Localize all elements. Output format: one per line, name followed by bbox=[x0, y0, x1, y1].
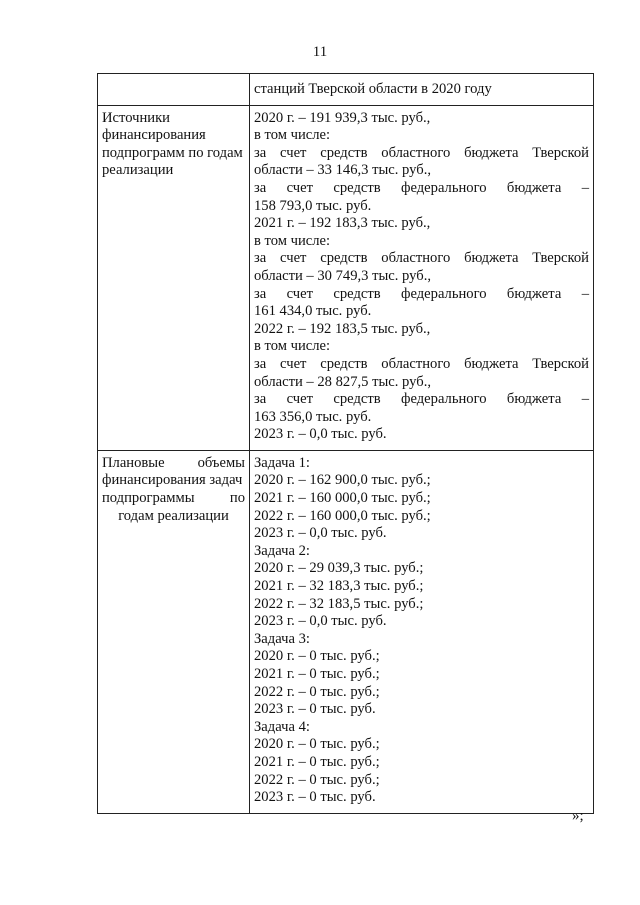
table-row bbox=[98, 450, 594, 813]
value-line: 2022 г. – 0 тыс. руб.; bbox=[254, 771, 380, 788]
value-line: 2021 г. – 0 тыс. руб.; bbox=[254, 753, 380, 770]
value-line: области – 30 749,3 тыс. руб., bbox=[254, 267, 431, 284]
label-line: подпрограммы по bbox=[102, 490, 245, 507]
table-row bbox=[98, 74, 594, 106]
value-line: 2023 г. – 0 тыс. руб. bbox=[254, 789, 376, 806]
value-line: 2020 г. – 0 тыс. руб.; bbox=[254, 648, 380, 665]
value-line: 2023 г. – 0,0 тыс. руб. bbox=[254, 426, 387, 443]
label-line: подпрограмм по годам bbox=[102, 144, 243, 161]
value-line: 2021 г. – 160 000,0 тыс. руб.; bbox=[254, 490, 431, 507]
value-line: в том числе: bbox=[254, 127, 331, 144]
value-line: в том числе: bbox=[254, 232, 331, 249]
value-line: 2021 г. – 32 183,3 тыс. руб.; bbox=[254, 578, 424, 595]
value-line: 2023 г. – 0,0 тыс. руб. bbox=[254, 613, 387, 630]
label-cell bbox=[98, 105, 250, 450]
label-line: Плановые объемы bbox=[102, 454, 245, 471]
passport-table bbox=[97, 73, 594, 814]
label-cell bbox=[98, 450, 250, 813]
value-cell bbox=[250, 74, 594, 106]
value-line: 2022 г. – 192 183,5 тыс. руб., bbox=[254, 320, 431, 337]
value-cell bbox=[250, 450, 594, 813]
page-number: 11 bbox=[312, 44, 328, 60]
value-line: за счет средств федерального бюджета – bbox=[254, 391, 589, 408]
value-line: в том числе: bbox=[254, 338, 331, 355]
table-row bbox=[98, 105, 594, 450]
value-line: Задача 3: bbox=[254, 630, 310, 647]
value-line: 2023 г. – 0 тыс. руб. bbox=[254, 701, 376, 718]
value-line: 163 356,0 тыс. руб. bbox=[254, 408, 372, 425]
value-line: 2020 г. – 29 039,3 тыс. руб.; bbox=[254, 560, 424, 577]
value-line: 2020 г. – 0 тыс. руб.; bbox=[254, 736, 380, 753]
label-line: финансирования bbox=[102, 127, 206, 144]
label-line: финансирования задач bbox=[102, 472, 243, 489]
label-line: реализации bbox=[102, 162, 174, 179]
value-line: 158 793,0 тыс. руб. bbox=[254, 197, 372, 214]
value-line: 2021 г. – 192 183,3 тыс. руб., bbox=[254, 215, 431, 232]
value-line: 2021 г. – 0 тыс. руб.; bbox=[254, 666, 380, 682]
value-line: за счет средств областного бюджета Тверской bbox=[254, 144, 589, 161]
value-line: Задача 1: bbox=[254, 454, 310, 471]
value-line: 2020 г. – 191 939,3 тыс. руб., bbox=[254, 109, 431, 126]
label-cell bbox=[98, 74, 250, 106]
value-line: 161 434,0 тыс. руб. bbox=[254, 303, 372, 320]
value-line: 2020 г. – 162 900,0 тыс. руб.; bbox=[254, 472, 431, 489]
value-line: области – 28 827,5 тыс. руб., bbox=[254, 373, 431, 390]
value-line: Задача 4: bbox=[254, 718, 310, 735]
value-line: 2023 г. – 0,0 тыс. руб. bbox=[254, 525, 387, 542]
value-line: 2022 г. – 32 183,5 тыс. руб.; bbox=[254, 595, 424, 612]
closing-quote-mark: »; bbox=[572, 808, 584, 824]
value-line: за счет средств федерального бюджета – bbox=[254, 285, 589, 302]
label-line: годам реализации bbox=[118, 507, 229, 524]
value-line: за счет средств областного бюджета Тверской bbox=[254, 355, 589, 372]
value-line: станций Тверской области в 2020 году bbox=[254, 81, 492, 97]
value-line: области – 33 146,3 тыс. руб., bbox=[254, 162, 431, 179]
value-cell bbox=[250, 105, 594, 450]
value-line: за счет средств областного бюджета Тверской bbox=[254, 250, 589, 267]
value-line: 2022 г. – 160 000,0 тыс. руб.; bbox=[254, 507, 431, 524]
value-line: за счет средств федерального бюджета – bbox=[254, 179, 589, 196]
label-line: Источники bbox=[102, 109, 170, 126]
value-line: Задача 2: bbox=[254, 542, 310, 559]
value-line: 2022 г. – 0 тыс. руб.; bbox=[254, 683, 380, 700]
